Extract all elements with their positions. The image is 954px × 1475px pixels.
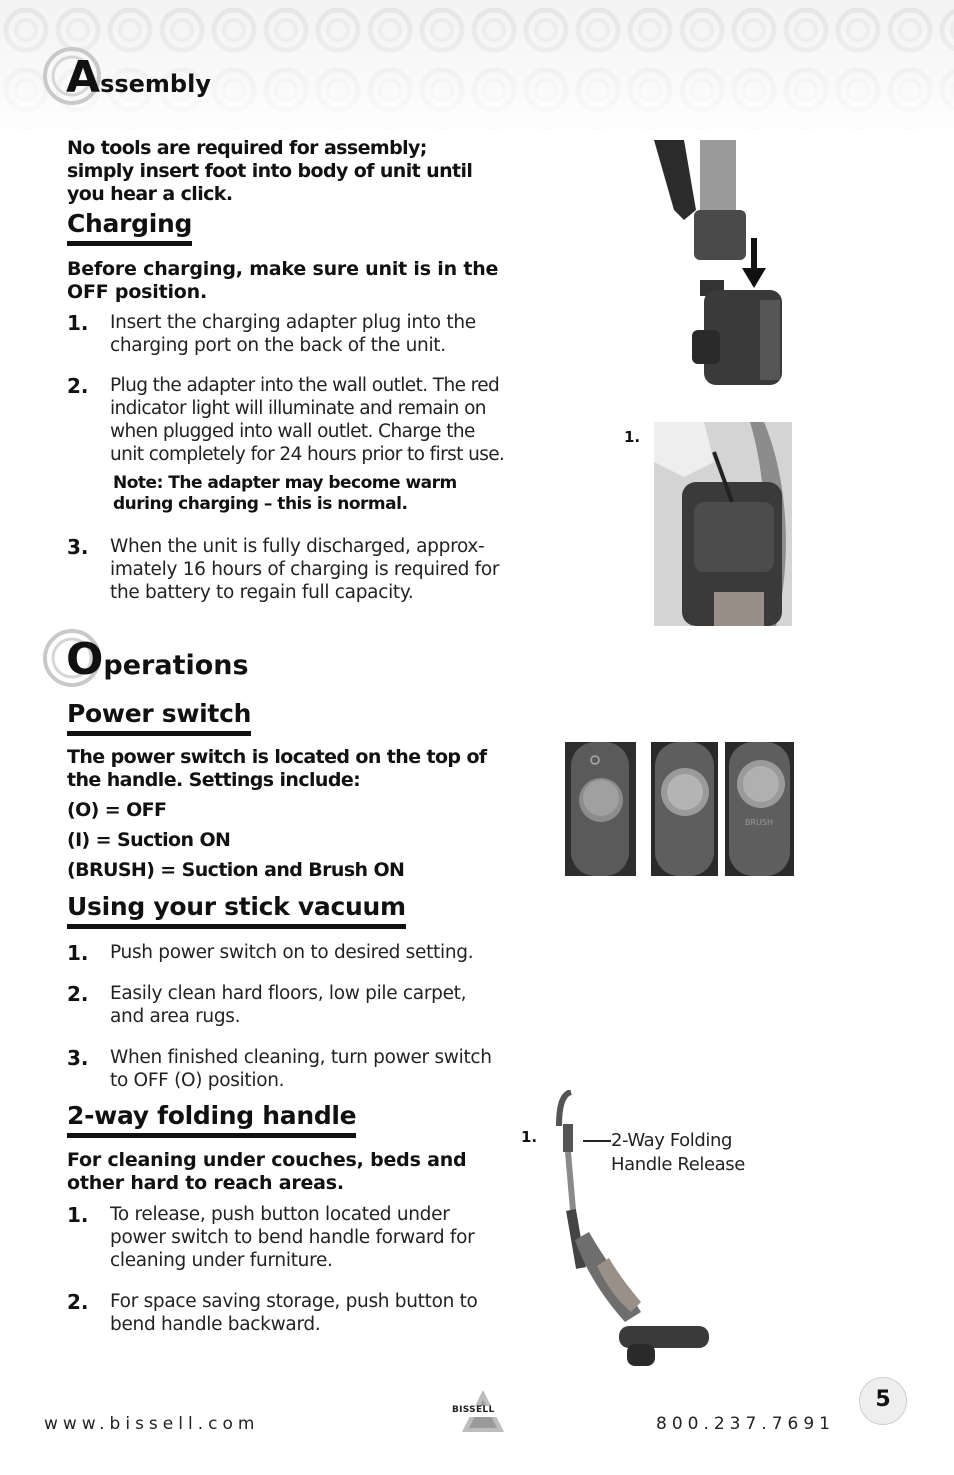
using-step-3-text: When finished cleaning, turn power switch to OFF (O) position. <box>110 1047 492 1091</box>
folding-step-1-text: To release, push button located under power switch to bend handle forward for cleaning under furniture. <box>110 1204 475 1271</box>
charging-step-2-text: Plug the adapter into the wall outlet. The red indicator light will illuminate and remain on when plugged into wall outlet. Charge the unit completely for 24 hours prior to first use. <box>110 375 505 465</box>
section-title-operations: Operations <box>66 634 249 685</box>
section-title-assembly: Assembly <box>66 52 211 103</box>
switch-off-photo <box>565 742 636 876</box>
charging-port-photo <box>654 422 792 626</box>
mode-off: (O) = OFF <box>67 799 167 821</box>
using-step-1-number: 1. <box>67 941 89 965</box>
charging-step-3-number: 3. <box>67 535 89 559</box>
charging-intro: Before charging, make sure unit is in the OFF position. <box>67 258 499 303</box>
footer-phone: 800.237.7691 <box>656 1414 835 1434</box>
folding-step-2-text: For space saving storage, push button to bend handle backward. <box>110 1291 478 1335</box>
assembly-intro: No tools are required for assembly; simply insert foot into body of unit until you hear a click. <box>67 137 473 205</box>
charging-photo-label: 1. <box>624 428 641 446</box>
using-step-1-text: Push power switch on to desired setting. <box>110 942 474 963</box>
charging-step-1-number: 1. <box>67 311 89 335</box>
folding-heading: 2-way folding handle <box>67 1101 356 1138</box>
bissell-logo-text: BISSELL <box>452 1405 495 1415</box>
brush-label: BRUSH <box>745 818 773 827</box>
switch-suction-photo <box>651 742 718 876</box>
power-switch-heading: Power switch <box>67 699 251 736</box>
charging-step-2-number: 2. <box>67 374 89 398</box>
footer-website: www.bissell.com <box>44 1414 260 1434</box>
switch-brush-photo <box>725 742 794 876</box>
using-step-2-text: Easily clean hard floors, low pile carpet, and area rugs. <box>110 983 467 1027</box>
folding-step-1-number: 1. <box>67 1203 89 1227</box>
using-step-3-number: 3. <box>67 1046 89 1070</box>
charging-step-1-text: Insert the charging adapter plug into the charging port on the back of the unit. <box>110 312 476 356</box>
mode-suction-on: (I) = Suction ON <box>67 829 231 851</box>
using-heading: Using your stick vacuum <box>67 892 406 929</box>
using-step-2-number: 2. <box>67 982 89 1006</box>
foot-insertion-photo <box>654 140 786 390</box>
charging-step-3-text: When the unit is fully discharged, approx-imately 16 hours of charging is required for the battery to regain full capacity. <box>110 536 500 603</box>
bissell-logo <box>448 1388 518 1434</box>
folding-step-2-number: 2. <box>67 1290 89 1314</box>
power-switch-intro: The power switch is located on the top of the handle. Settings include: <box>67 746 487 791</box>
folding-intro: For cleaning under couches, beds and other hard to reach areas. <box>67 1149 467 1194</box>
folding-photo-label: 1. <box>521 1128 538 1146</box>
mode-suction-brush-on: (BRUSH) = Suction and Brush ON <box>67 859 405 881</box>
charging-heading: Charging <box>67 209 192 246</box>
page-number-badge <box>859 1377 907 1425</box>
page-number: 5 <box>875 1387 891 1412</box>
folding-handle-callout: 2-Way Folding Handle Release <box>611 1130 745 1175</box>
callout-line <box>583 1140 611 1142</box>
charging-note: Note: The adapter may become warm during charging – this is normal. <box>113 473 457 514</box>
